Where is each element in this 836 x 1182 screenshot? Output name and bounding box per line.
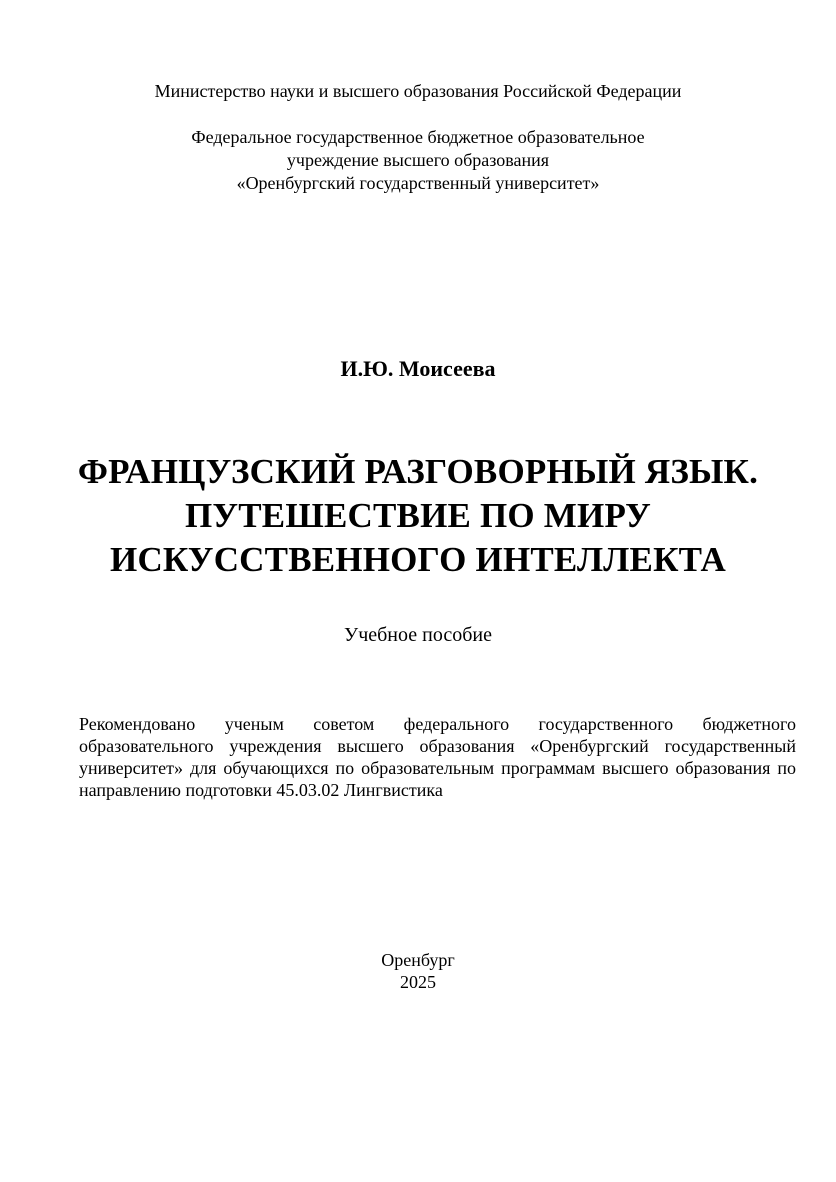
publication-year: 2025 (400, 972, 436, 992)
ministry-line: Министерство науки и высшего образования Российской Федерации (154, 81, 682, 101)
title-line: ПУТЕШЕСТВИЕ ПО МИРУ (184, 496, 652, 535)
institution-block (0, 126, 836, 195)
institution-line: учреждение высшего образования (286, 150, 550, 170)
title-line: ФРАНЦУЗСКИЙ РАЗГОВОРНЫЙ ЯЗЫК. (77, 452, 759, 491)
institution-line: Федеральное государственное бюджетное образовательное (191, 127, 645, 147)
publication-city: Оренбург (381, 950, 455, 970)
author-name: И.Ю. Моисеева (340, 356, 496, 381)
book-title (0, 450, 836, 582)
title-line: ИСКУССТВЕННОГО ИНТЕЛЛЕКТА (110, 540, 726, 579)
recommendation-paragraph: Рекомендовано ученым советом федерального государственного бюджетного образовательного учреждения высшего образования «Оренбургский государственный университет» для обучающихся по образовательным программам высшего образования по направлению подготовки 45.03.02 Лингвистика (79, 714, 796, 800)
institution-line: «Оренбургский государственный университет» (236, 173, 600, 193)
document-type: Учебное пособие (344, 624, 492, 646)
